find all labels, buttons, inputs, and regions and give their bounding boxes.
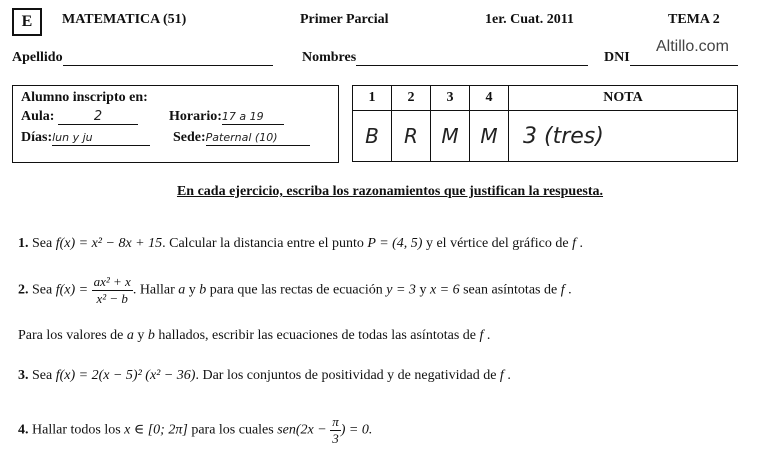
apellido-line[interactable] [63,51,273,66]
tema-letter-box [12,8,42,36]
grade-mark-nota[interactable]: 3 (tres) [509,111,738,162]
q2-numerator: ax² + x [93,274,131,289]
grade-header-3: 3 [431,86,470,111]
tema-label: TEMA 2 [668,12,720,27]
q2-eq-2: x = 6 [429,282,460,298]
q1-end: . [579,236,584,251]
tema-letter: E [21,13,33,30]
grade-header-1: 1 [353,86,392,111]
q2-end: . [568,282,572,298]
q4-text-1: Hallar todos los [32,422,121,438]
q1-function: f(x) = x² − 8x + 15 [55,236,163,251]
q2-text-4: sean asíntotas de [463,282,558,298]
sede-label: Sede: [173,130,206,145]
q3-function: f(x) = 2(x − 5)² (x² − 36) [55,368,196,383]
student-box [12,85,339,163]
horario-label: Horario: [169,109,222,124]
nombres-line[interactable] [356,51,588,66]
instruction: En cada ejercicio, escriba los razonamientos que justifican la respuesta. [176,184,604,199]
q3-text-2: . Dar los conjuntos de positividad y de negatividad de [195,368,497,383]
nombres-label: Nombres [302,50,357,65]
q2-text-2: . Hallar [132,282,175,298]
q3-end: . [507,368,511,383]
grade-mark-4[interactable]: M [470,111,509,162]
dias-value[interactable]: lun y ju [52,131,150,146]
nombres-field [302,50,588,66]
q3-fn: f [499,368,504,383]
horario-row [169,109,284,125]
q3-number: 3. [18,368,29,383]
aula-value[interactable]: 2 [58,110,138,125]
aula-row [21,109,138,125]
sede-row [173,130,310,146]
apellido-field [12,50,273,66]
grade-mark-2[interactable]: R [392,111,431,162]
q2-denominator: x² − b [96,291,128,306]
grade-mark-3[interactable]: M [431,111,470,162]
q4-eq-post: ) = 0. [340,422,373,438]
q1-number: 1. [18,236,29,251]
term-label: 1er. Cuat. 2011 [485,12,574,27]
dni-label: DNI [604,50,630,65]
q2-fraction [92,274,133,307]
question-2-followup [18,328,490,344]
grades-marks-row [353,111,738,162]
sede-value[interactable]: Paternal (10) [206,131,310,146]
q2-text-1: Sea [32,282,53,298]
question-2 [18,274,572,307]
question-4 [18,414,372,447]
dias-row [21,130,150,146]
question-3 [18,368,511,384]
q1-text-1: Sea [32,236,53,251]
q2b-b: b [147,328,155,343]
q2-y1: y [188,282,196,298]
grade-header-2: 2 [392,86,431,111]
q2b-text-1: Para los valores de [18,328,124,343]
horario-value[interactable]: 17 a 19 [222,110,284,125]
question-1 [18,236,583,252]
q4-pi: π [332,414,339,429]
grade-header-nota: NOTA [509,86,738,111]
q2-a: a [178,282,186,298]
q4-number: 4. [18,422,29,438]
q3-text-1: Sea [32,368,53,383]
grade-header-4: 4 [470,86,509,111]
q1-text-2: . Calcular la distancia entre el punto [162,236,364,251]
q4-text-2: para los cuales [191,422,274,438]
grade-mark-1[interactable]: B [353,111,392,162]
q4-fraction [330,414,341,447]
q2-y2: y [419,282,427,298]
apellido-label: Apellido [12,50,63,65]
q1-point: P = (4, 5) [367,236,423,251]
subject-title: MATEMATICA (51) [62,12,187,27]
q2-function-lhs: f(x) = [55,282,89,298]
watermark: Altillo.com [656,38,729,55]
q1-text-3: y el vértice del gráfico de [425,236,569,251]
q1-fn: f [572,236,577,251]
q2-number: 2. [18,282,29,298]
q4-set: x ∈ [0; 2π] [124,422,188,438]
q2b-a: a [126,328,134,343]
aula-label: Aula: [21,109,55,124]
q2-b: b [199,282,207,298]
q2b-end: . [486,328,491,343]
student-box-title: Alumno inscripto en: [21,90,148,105]
q4-eq-pre: sen(2x − [277,422,327,438]
q4-three: 3 [332,431,339,446]
q2-text-3: para que las rectas de ecuación [209,282,383,298]
q2b-y: y [137,328,145,343]
q2b-fn: f [479,328,484,343]
dias-label: Días: [21,130,53,145]
exam-title: Primer Parcial [300,12,389,27]
grades-header-row [353,86,738,111]
q2b-text-2: hallados, escribir las ecuaciones de todas las asíntotas de [158,328,476,343]
grades-table [352,85,738,162]
q2-eq-1: y = 3 [386,282,416,298]
q2-fn: f [560,282,565,298]
